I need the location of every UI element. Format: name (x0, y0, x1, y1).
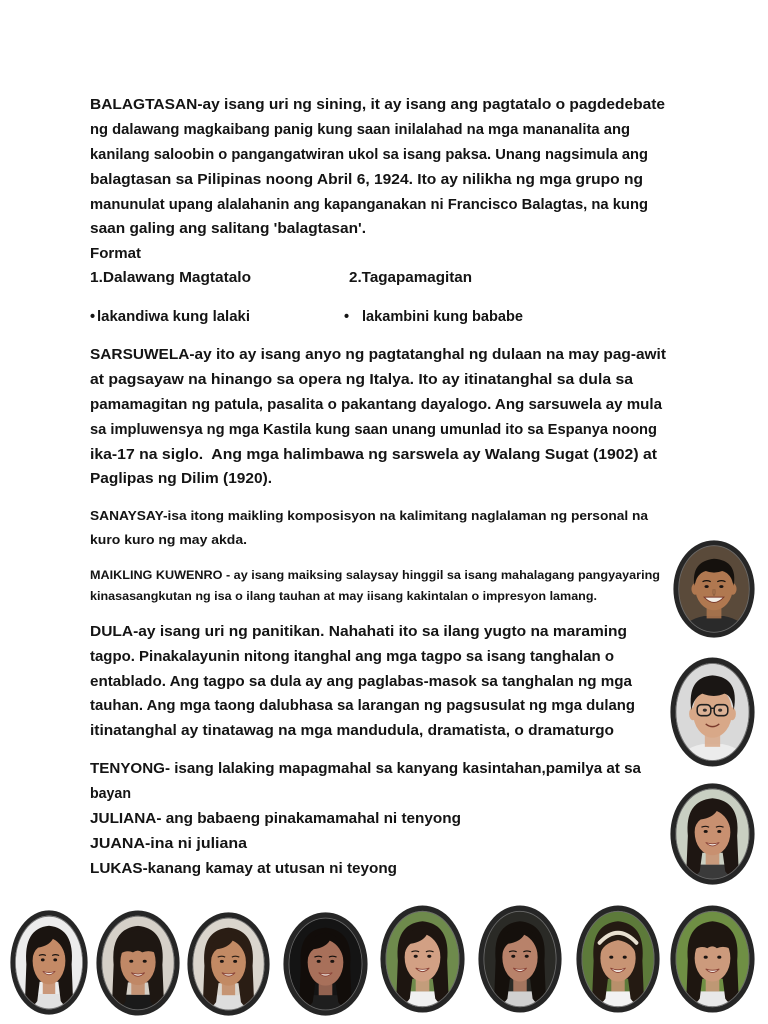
dula-line: entablado. Ang tagpo sa dula ay ang paglabas-masok sa tanghalan ng mga (90, 674, 633, 690)
sarsuwela-line: at pagsayaw na hinango sa opera ng Italya. Ito ay itinatanghal sa dula sa (90, 372, 635, 388)
character-tenyong: TENYONG- isang lalaking mapagmahal sa kanyang kasintahan,pamilya at sa (90, 761, 642, 777)
balagtasan-line: ng dalawang magkaibang panig kung saan inilalahad na mga mananalita ang (90, 122, 630, 138)
character-juana: JUANA-ina ni juliana (90, 836, 249, 852)
sanaysay-line: SANAYSAY-isa itong maikling komposisyon na kalimitang naglalaman ng personal na (90, 508, 649, 523)
sanaysay-line: kuro kuro ng may akda. (90, 532, 247, 547)
sarsuwela-line: SARSUWELA-ay ito ay isang anyo ng pagtatanghal ng dulaan na may pag-awit (90, 347, 667, 363)
balagtasan-line: manunulat upang alalahanin ang kapanganakan ni Francisco Balagtas, na kung (90, 197, 648, 213)
sarsuwela-line: sa impluwensya ng mga Kastila kung saan unang umunlad ito sa Espanya noong (90, 422, 657, 438)
maikling-kuwento-line: kinasasangkutan ng isa o ilang tauhan at may iisang kakintalan o impresyon lamang. (90, 591, 597, 603)
sarsuwela-line: Paglipas ng Dilim (1920). (90, 471, 272, 487)
format-label: Format (90, 246, 142, 262)
sarsuwela-line: ika-17 na siglo. Ang mga halimbawa ng sarswela ay Walang Sugat (1902) at (90, 447, 658, 463)
balagtasan-line: kanilang saloobin o pangangatwiran ukol sa isang paksa. Unang nagsimula ang (90, 147, 648, 163)
dula-line: tagpo. Pinakalayunin nitong itanghal ang mga tagpo sa isang tanghalan o (90, 649, 615, 665)
character-juliana: JULIANA- ang babaeng pinakamamahal ni tenyong (90, 811, 461, 827)
role-lakambini: lakambini kung bababe (362, 309, 523, 325)
maikling-kuwento-line: MAIKLING KUWENRO - ay isang maiksing salaysay hinggil sa isang mahalagang pangyayaring (90, 570, 660, 582)
dula-line: tauhan. Ang mga taong dalubhasa sa larangan ng pagsusulat ng mga dulang (90, 698, 635, 714)
format-item-moderator: 2.Tagapamagitan (349, 270, 472, 286)
dula-line: DULA-ay isang uri ng panitikan. Nahahati ito sa ilang yugto na maraming (90, 624, 627, 640)
format-item-debaters: 1.Dalawang Magtatalo (90, 270, 252, 286)
role-bullet: • (344, 309, 350, 325)
dula-line: itinatanghal ay tinatawag na mga mandudula, dramatista, o dramaturgo (90, 723, 615, 739)
balagtasan-line: balagtasan sa Pilipinas noong Abril 6, 1924. Ito ay nilikha ng mga grupo ng (90, 172, 643, 188)
sarsuwela-line: pamamagitan ng patula, pasalita o pakantang dayalogo. Ang sarsuwela ay mula (90, 397, 663, 413)
balagtasan-line: BALAGTASAN-ay isang uri ng sining, it ay isang ang pagtatalo o pagdedebate (90, 97, 665, 113)
right-portrait-column (670, 540, 755, 888)
balagtasan-line: saan galing ang salitang 'balagtasan'. (90, 221, 366, 237)
character-tenyong-continued: bayan (90, 786, 131, 802)
character-lukas: LUKAS-kanang kamay at utusan ni teyong (90, 861, 397, 877)
role-lakandiwa: lakandiwa kung lalaki (97, 309, 250, 325)
role-bullet: • (90, 309, 96, 325)
